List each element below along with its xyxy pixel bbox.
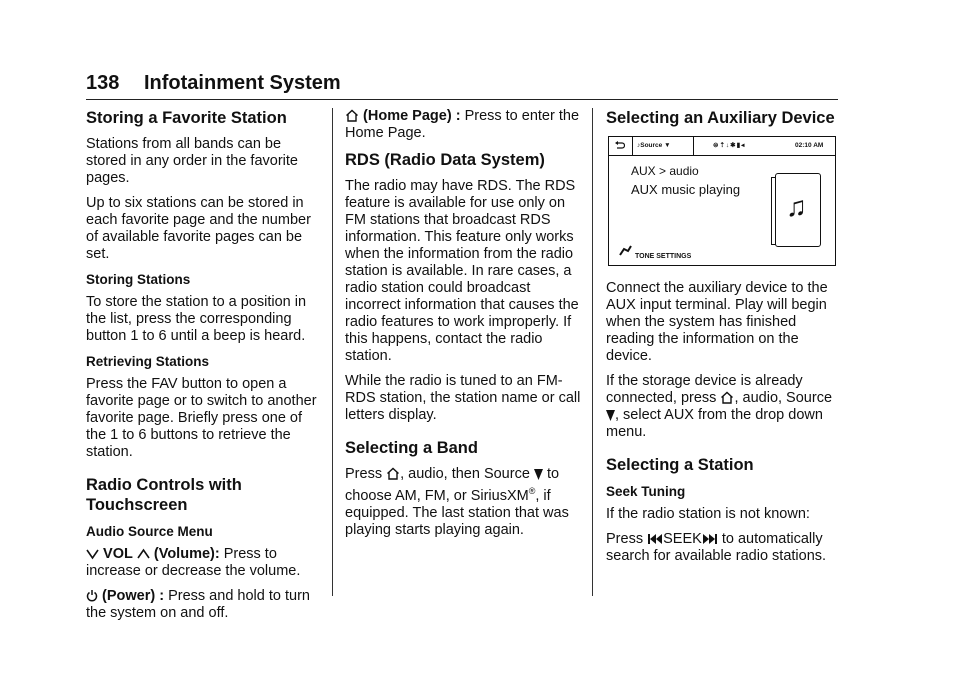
vol-label: VOL bbox=[103, 546, 133, 562]
column-divider-1 bbox=[332, 108, 333, 596]
power-entry bbox=[86, 588, 318, 622]
heading-selecting-station: Selecting a Station bbox=[606, 456, 754, 474]
subheading-retrieving-stations: Retrieving Stations bbox=[86, 354, 210, 369]
dropdown-arrow-icon bbox=[606, 410, 615, 421]
seek-back-icon bbox=[647, 533, 663, 545]
column-2 bbox=[345, 108, 582, 547]
home-text: Press to enter the Home Page. bbox=[345, 108, 580, 141]
text: , if equipped. The last station that was playing starts playing again. bbox=[345, 487, 569, 538]
paragraph: While the radio is tuned to an FM-RDS station, the station name or call letters display. bbox=[345, 373, 581, 423]
seek-forward-icon bbox=[702, 533, 718, 545]
paragraph: Connect the auxiliary device to the AUX input terminal. Play will begin when the system has finished reading the information on the device. bbox=[606, 280, 828, 364]
text: If the storage device is already connected, press bbox=[606, 373, 803, 406]
paragraph: Stations from all bands can be stored in any order in the favorite pages. bbox=[86, 136, 298, 186]
tone-settings-label: TONE SETTINGS bbox=[635, 253, 692, 260]
vol-term: (Volume): bbox=[153, 546, 220, 562]
page-number: 138 bbox=[86, 72, 120, 94]
home-entry bbox=[345, 108, 582, 142]
text: to automatically search for available radio stations. bbox=[606, 531, 827, 564]
band-paragraph bbox=[345, 466, 582, 539]
heading-storing-favorite: Storing a Favorite Station bbox=[86, 109, 287, 127]
subheading-audio-source-menu: Audio Source Menu bbox=[86, 524, 213, 539]
column-3 bbox=[606, 108, 839, 573]
aux-path-label: AUX > audio bbox=[631, 164, 699, 178]
power-icon bbox=[86, 589, 98, 602]
album-art bbox=[775, 173, 821, 247]
source-button bbox=[637, 137, 671, 155]
paragraph: To store the station to a position in the list, press the corresponding button 1 to 6 until a beep is heard. bbox=[86, 294, 307, 344]
aux-paragraph-2 bbox=[606, 373, 839, 441]
paragraph: If the radio station is not known: bbox=[606, 506, 810, 522]
text: , select AUX from the drop down menu. bbox=[606, 407, 823, 440]
source-label: Source bbox=[640, 142, 663, 149]
heading-selecting-band: Selecting a Band bbox=[345, 439, 478, 457]
home-term: (Home Page) : bbox=[363, 108, 461, 124]
tone-icon bbox=[619, 245, 632, 256]
screen-status-bar bbox=[609, 137, 835, 156]
paragraph: Press the FAV button to open a favorite page or to switch to another favorite page. Briefly press one of the 1 to 6 buttons to retrieve the station. bbox=[86, 376, 317, 460]
text: to choose AM, FM, or SiriusXM bbox=[345, 466, 560, 504]
home-icon bbox=[386, 467, 400, 480]
heading-aux-device: Selecting an Auxiliary Device bbox=[606, 109, 835, 127]
dropdown-arrow-icon: ▼ bbox=[664, 142, 671, 149]
power-term: (Power) : bbox=[102, 588, 165, 604]
chevron-up-icon bbox=[137, 548, 150, 560]
home-icon bbox=[720, 391, 734, 404]
home-icon bbox=[345, 109, 359, 122]
aux-screen-illustration bbox=[608, 136, 836, 266]
clock-time: 02:10 AM bbox=[795, 142, 824, 149]
paragraph: Up to six stations can be stored in each favorite page and the number of available favorite pages can be set. bbox=[86, 195, 311, 262]
text: Press bbox=[345, 466, 383, 482]
text: , audio, Source bbox=[734, 390, 833, 406]
vol-text: Press to increase or decrease the volume. bbox=[86, 546, 301, 579]
seek-label: SEEK bbox=[663, 531, 702, 547]
power-text: Press and hold to turn the system on and off. bbox=[86, 588, 310, 621]
column-1 bbox=[86, 108, 318, 630]
subheading-storing-stations: Storing Stations bbox=[86, 272, 191, 287]
status-icons: ⊜⇡↓✱▮◂ bbox=[713, 142, 746, 149]
seek-paragraph bbox=[606, 531, 839, 565]
paragraph: The radio may have RDS. The RDS feature is available for use only on FM stations that broadcast RDS information. This feature only works when the information from the radio station is available. In rare cases, a radio station could broadcast incorrect information that causes the radio features to work improperly. If this happens, contact the radio station. bbox=[345, 178, 579, 364]
chevron-down-icon bbox=[86, 548, 99, 560]
page-header bbox=[86, 66, 838, 100]
back-icon bbox=[614, 137, 625, 155]
music-note-icon: ♪ bbox=[637, 142, 641, 149]
text: , audio, then Source bbox=[400, 466, 530, 482]
aux-playing-label: AUX music playing bbox=[631, 182, 741, 197]
dropdown-arrow-icon bbox=[534, 469, 543, 480]
tone-settings-button bbox=[619, 245, 692, 263]
registered-mark: ® bbox=[528, 486, 536, 496]
music-note-icon: ♫ bbox=[786, 191, 807, 222]
column-divider-2 bbox=[592, 108, 593, 596]
heading-rds: RDS (Radio Data System) bbox=[345, 151, 545, 169]
subheading-seek-tuning: Seek Tuning bbox=[606, 484, 686, 499]
heading-radio-controls: Radio Controls with Touchscreen bbox=[86, 476, 242, 514]
chapter-title: Infotainment System bbox=[144, 72, 341, 94]
volume-entry bbox=[86, 546, 318, 580]
text: Press bbox=[606, 531, 644, 547]
